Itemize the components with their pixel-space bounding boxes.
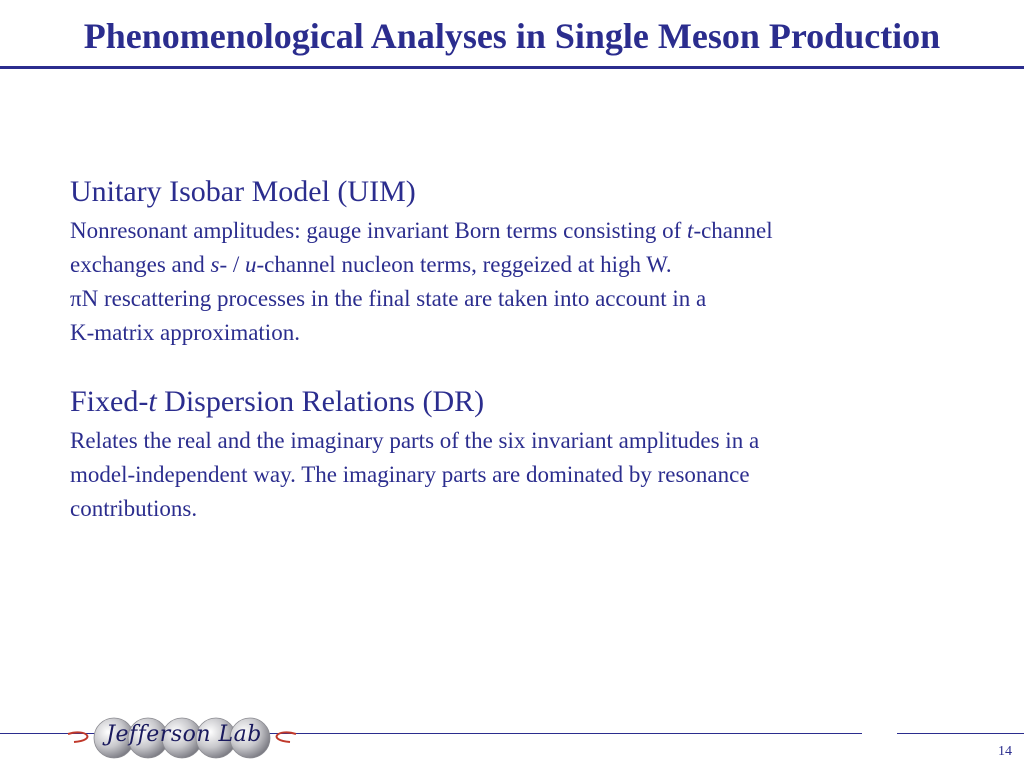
uim-text-7: K-matrix approximation. bbox=[70, 320, 300, 345]
uim-text-1: Nonresonant amplitudes: gauge invariant Born terms consisting of bbox=[70, 218, 688, 243]
dr-heading-suffix: Dispersion Relations (DR) bbox=[156, 385, 485, 418]
dr-text-3: contributions. bbox=[70, 496, 198, 521]
uim-text-6: πN rescattering processes in the final state are taken into account in a bbox=[70, 286, 707, 311]
logo-text: Jefferson Lab bbox=[106, 722, 262, 747]
section-dr bbox=[70, 380, 970, 526]
uim-text-3: exchanges and bbox=[70, 252, 211, 277]
section-uim bbox=[70, 170, 970, 350]
dr-text-2: model-independent way. The imaginary parts are dominated by resonance bbox=[70, 462, 750, 487]
uim-text-u: u bbox=[245, 252, 257, 277]
dr-heading-prefix: Fixed- bbox=[70, 385, 149, 418]
slide-title: Phenomenological Analyses in Single Meson Production bbox=[83, 16, 941, 56]
title-divider bbox=[0, 66, 1024, 69]
page-number: 14 bbox=[998, 744, 1012, 759]
uim-text-5: -channel nucleon terms, reggeized at high W. bbox=[256, 252, 672, 277]
uim-text-t: t bbox=[687, 218, 694, 243]
uim-text-4: - / bbox=[219, 252, 246, 277]
section-body-dr bbox=[70, 424, 970, 526]
footer-divider-right bbox=[897, 733, 1024, 734]
section-body-uim bbox=[70, 214, 970, 350]
slide-content bbox=[70, 170, 970, 526]
uim-text-2: -channel bbox=[693, 218, 773, 243]
uim-text-s: s bbox=[210, 252, 220, 277]
section-heading-dr bbox=[70, 380, 970, 424]
section-heading-uim: Unitary Isobar Model (UIM) bbox=[70, 175, 416, 208]
dr-heading-italic: t bbox=[148, 385, 157, 418]
dr-text-1: Relates the real and the imaginary parts of the six invariant amplitudes in a bbox=[70, 428, 760, 453]
